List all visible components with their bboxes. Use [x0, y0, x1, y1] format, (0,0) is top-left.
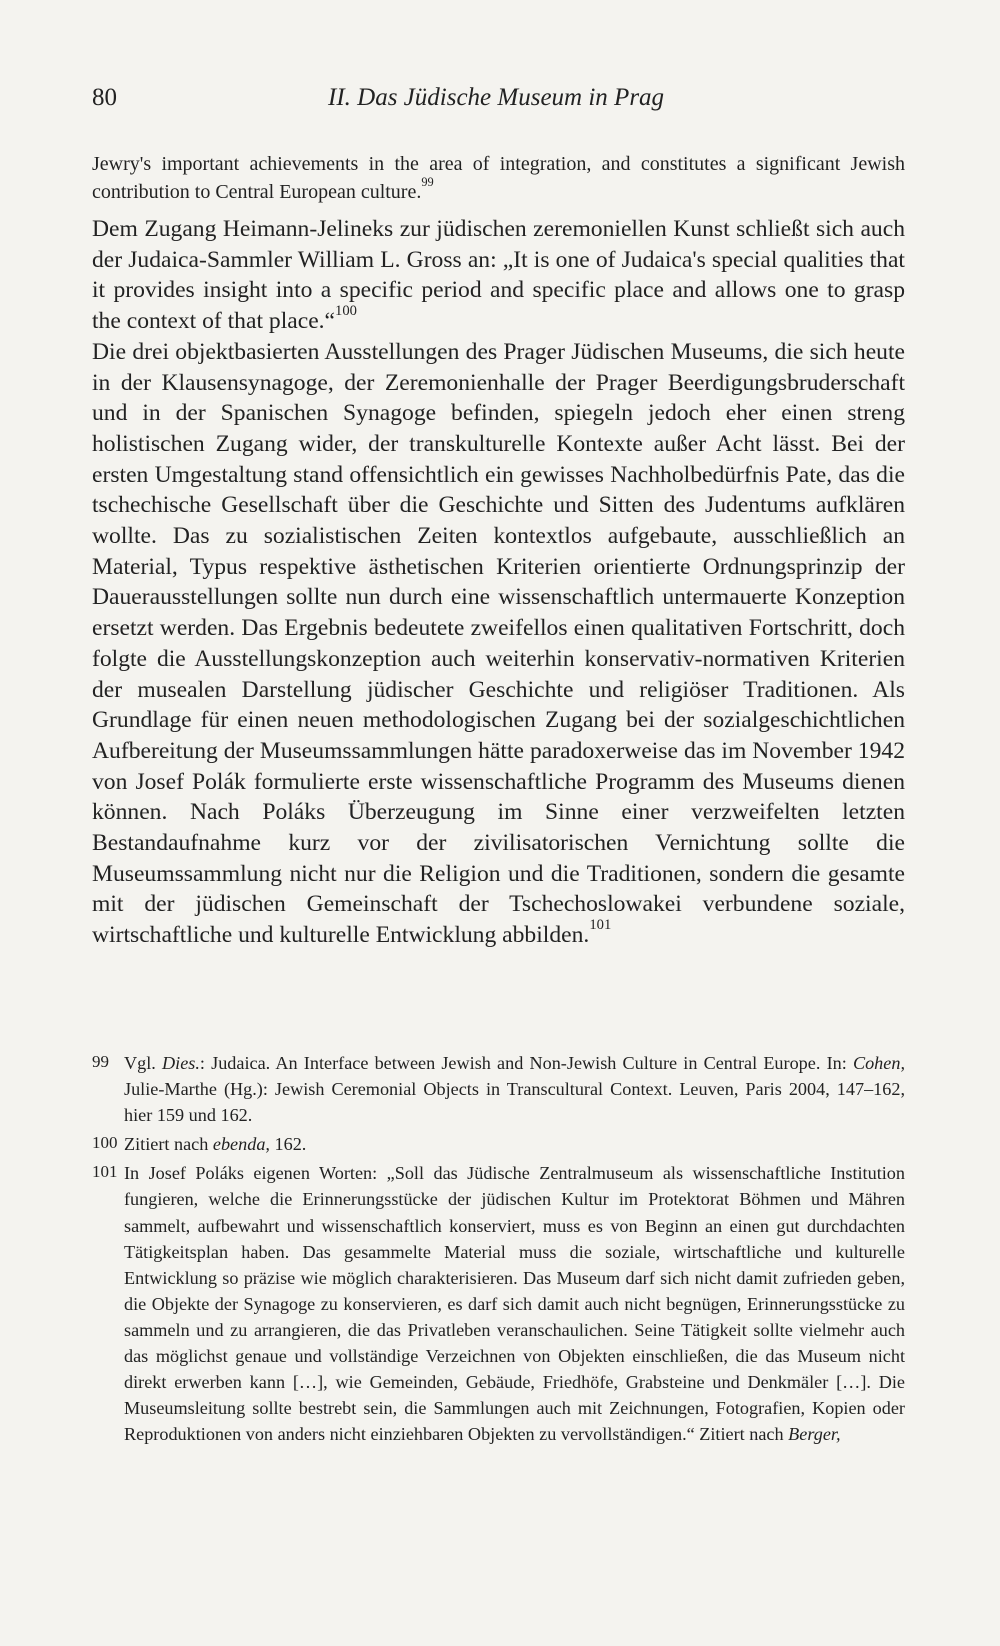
footnote-number: 101: [92, 1162, 118, 1182]
paragraph-1-text: Dem Zugang Heimann-Jelineks zur jüdischen zeremoniellen Kunst schließt sich auch der Judaica-Sammler William L. Gross an: „It is one of Judaica's special qualities that it provides insight into a specific period and specific place and allows one to grasp the context of that place.“: [92, 216, 905, 335]
paragraph-1: [92, 214, 905, 337]
footnote-99: [92, 1050, 905, 1128]
paragraph-2: [92, 337, 905, 951]
block-quote: [92, 150, 905, 206]
paragraph-2-text: Die drei objektbasierten Ausstellungen des Prager Jüdischen Museums, die sich heute in der Klausensynagoge, der Zeremonienhalle der Prager Beerdigungsbruderschaft und in der Spanischen Synagoge befinden, spiegeln jedoch eher einen streng holistischen Zugang wider, der transkulturelle Kontexte außer Acht lässt. Bei der ersten Umgestaltung stand offensichtlich ein gewisses Nachholbedürfnis Pate, das die tschechische Gesellschaft über die Geschichte und Sitten des Judentums aufklären wollte. Das zu sozialistischen Zeiten kontextlos aufgebaute, ausschließlich an Material, Typus respektive ästhetischen Kriterien orientierte Ordnungsprinzip der Dauerausstellungen sollte nun durch eine wissenschaftlich untermauerte Konzeption ersetzt werden. Das Ergebnis bedeutete zweifellos einen qualitativen Fortschritt, doch folgte die Ausstellungskonzeption auch weiterhin konservativ-normativen Kriterien der musealen Darstellung jüdischer Geschichte und religiöser Traditionen. Als Grundlage für einen neuen methodologischen Zugang bei der sozialgeschichtlichen Aufbereitung der Museumssammlungen hätte paradoxerweise das im November 1942 von Josef Polák formulierte erste wissenschaftliche Programm des Museums dienen können. Nach Poláks Überzeugung im Sinne einer verzweifelten letzten Bestandaufnahme kurz vor der zivilisatorischen Vernichtung sollte die Museumssammlung nicht nur die Religion und die Traditionen, sondern die gesamte mit der jüdischen Gemeinschaft der Tschechoslowakei verbundene soziale, wirtschaftliche und kulturelle Entwicklung abbilden.: [92, 338, 905, 949]
footnote-italic: Berger,: [788, 1424, 841, 1445]
footnotes: [92, 1050, 905, 1450]
footnote-italic: ebenda,: [212, 1134, 270, 1155]
footnote-text: Zitiert nach: [124, 1134, 213, 1155]
footnote-ref-99[interactable]: 99: [421, 175, 434, 190]
footnote-text: Julie-Marthe (Hg.): Jewish Ceremonial Objects in Transcultural Context. Leuven, Paris 2004, 147–162, hier 159 und 162.: [124, 1079, 905, 1126]
quote-text: Jewry's important achievements in the area of integration, and constitutes a significant Jewish contribution to Central European culture.: [92, 153, 905, 203]
footnote-100: [92, 1131, 905, 1157]
footnote-italic: Dies.: [162, 1053, 200, 1073]
footnote-text: : Judaica. An Interface between Jewish and Non-Jewish Culture in Central Europe. In:: [199, 1053, 853, 1073]
footnote-ref-101[interactable]: 101: [589, 916, 612, 933]
page-header: [92, 84, 905, 120]
footnote-ref-100[interactable]: 100: [335, 302, 357, 319]
footnote-101: [92, 1160, 905, 1447]
footnote-text: 162.: [269, 1134, 307, 1155]
footnote-text: Vgl.: [124, 1053, 163, 1073]
footnote-text: In Josef Poláks eigenen Worten: „Soll das Jüdische Zentralmuseum als wissenschaftliche Institution fungieren, welche die Erinnerungsstücke der jüdischen Kultur im Protektorat Böhmen und Mähren sammelt, aufbewahrt und wissenschaftlich konserviert, muss es von Beginn an einen gut durchdachten Tätigkeitsplan haben. Das gesammelte Material muss die soziale, wirtschaftliche und kulturelle Entwicklung so präzise wie möglich charakterisieren. Das Museum darf sich nicht damit zufrieden geben, die Objekte der Synagoge zu konservieren, es darf sich damit auch nicht begnügen, Erinnerungsstücke zu sammeln und zu arrangieren, die das Privatleben veranschaulichen. Seine Tätigkeit sollte vielmehr auch das möglichst genaue und vollständige Verzeichnen von Objekten einschließen, die das Museum nicht direkt erwerben kann […], wie Gemeinden, Gebäude, Friedhöfe, Grabsteine und Denkmäler […]. Die Museumsleitung sollte bestrebt sein, die Sammlungen auch mit Zeichnungen, Fotografien, Kopien oder Reproduktionen von anders nicht einziehbaren Objekten zu vervollständigen.“ Zitiert nach: [124, 1163, 905, 1445]
page-number: 80: [92, 84, 117, 111]
running-head: II. Das Jüdische Museum in Prag: [328, 84, 665, 111]
footnote-number: 99: [92, 1052, 109, 1071]
footnote-italic: Cohen,: [852, 1053, 905, 1073]
footnote-number: 100: [92, 1133, 118, 1153]
body-text: [92, 214, 905, 951]
